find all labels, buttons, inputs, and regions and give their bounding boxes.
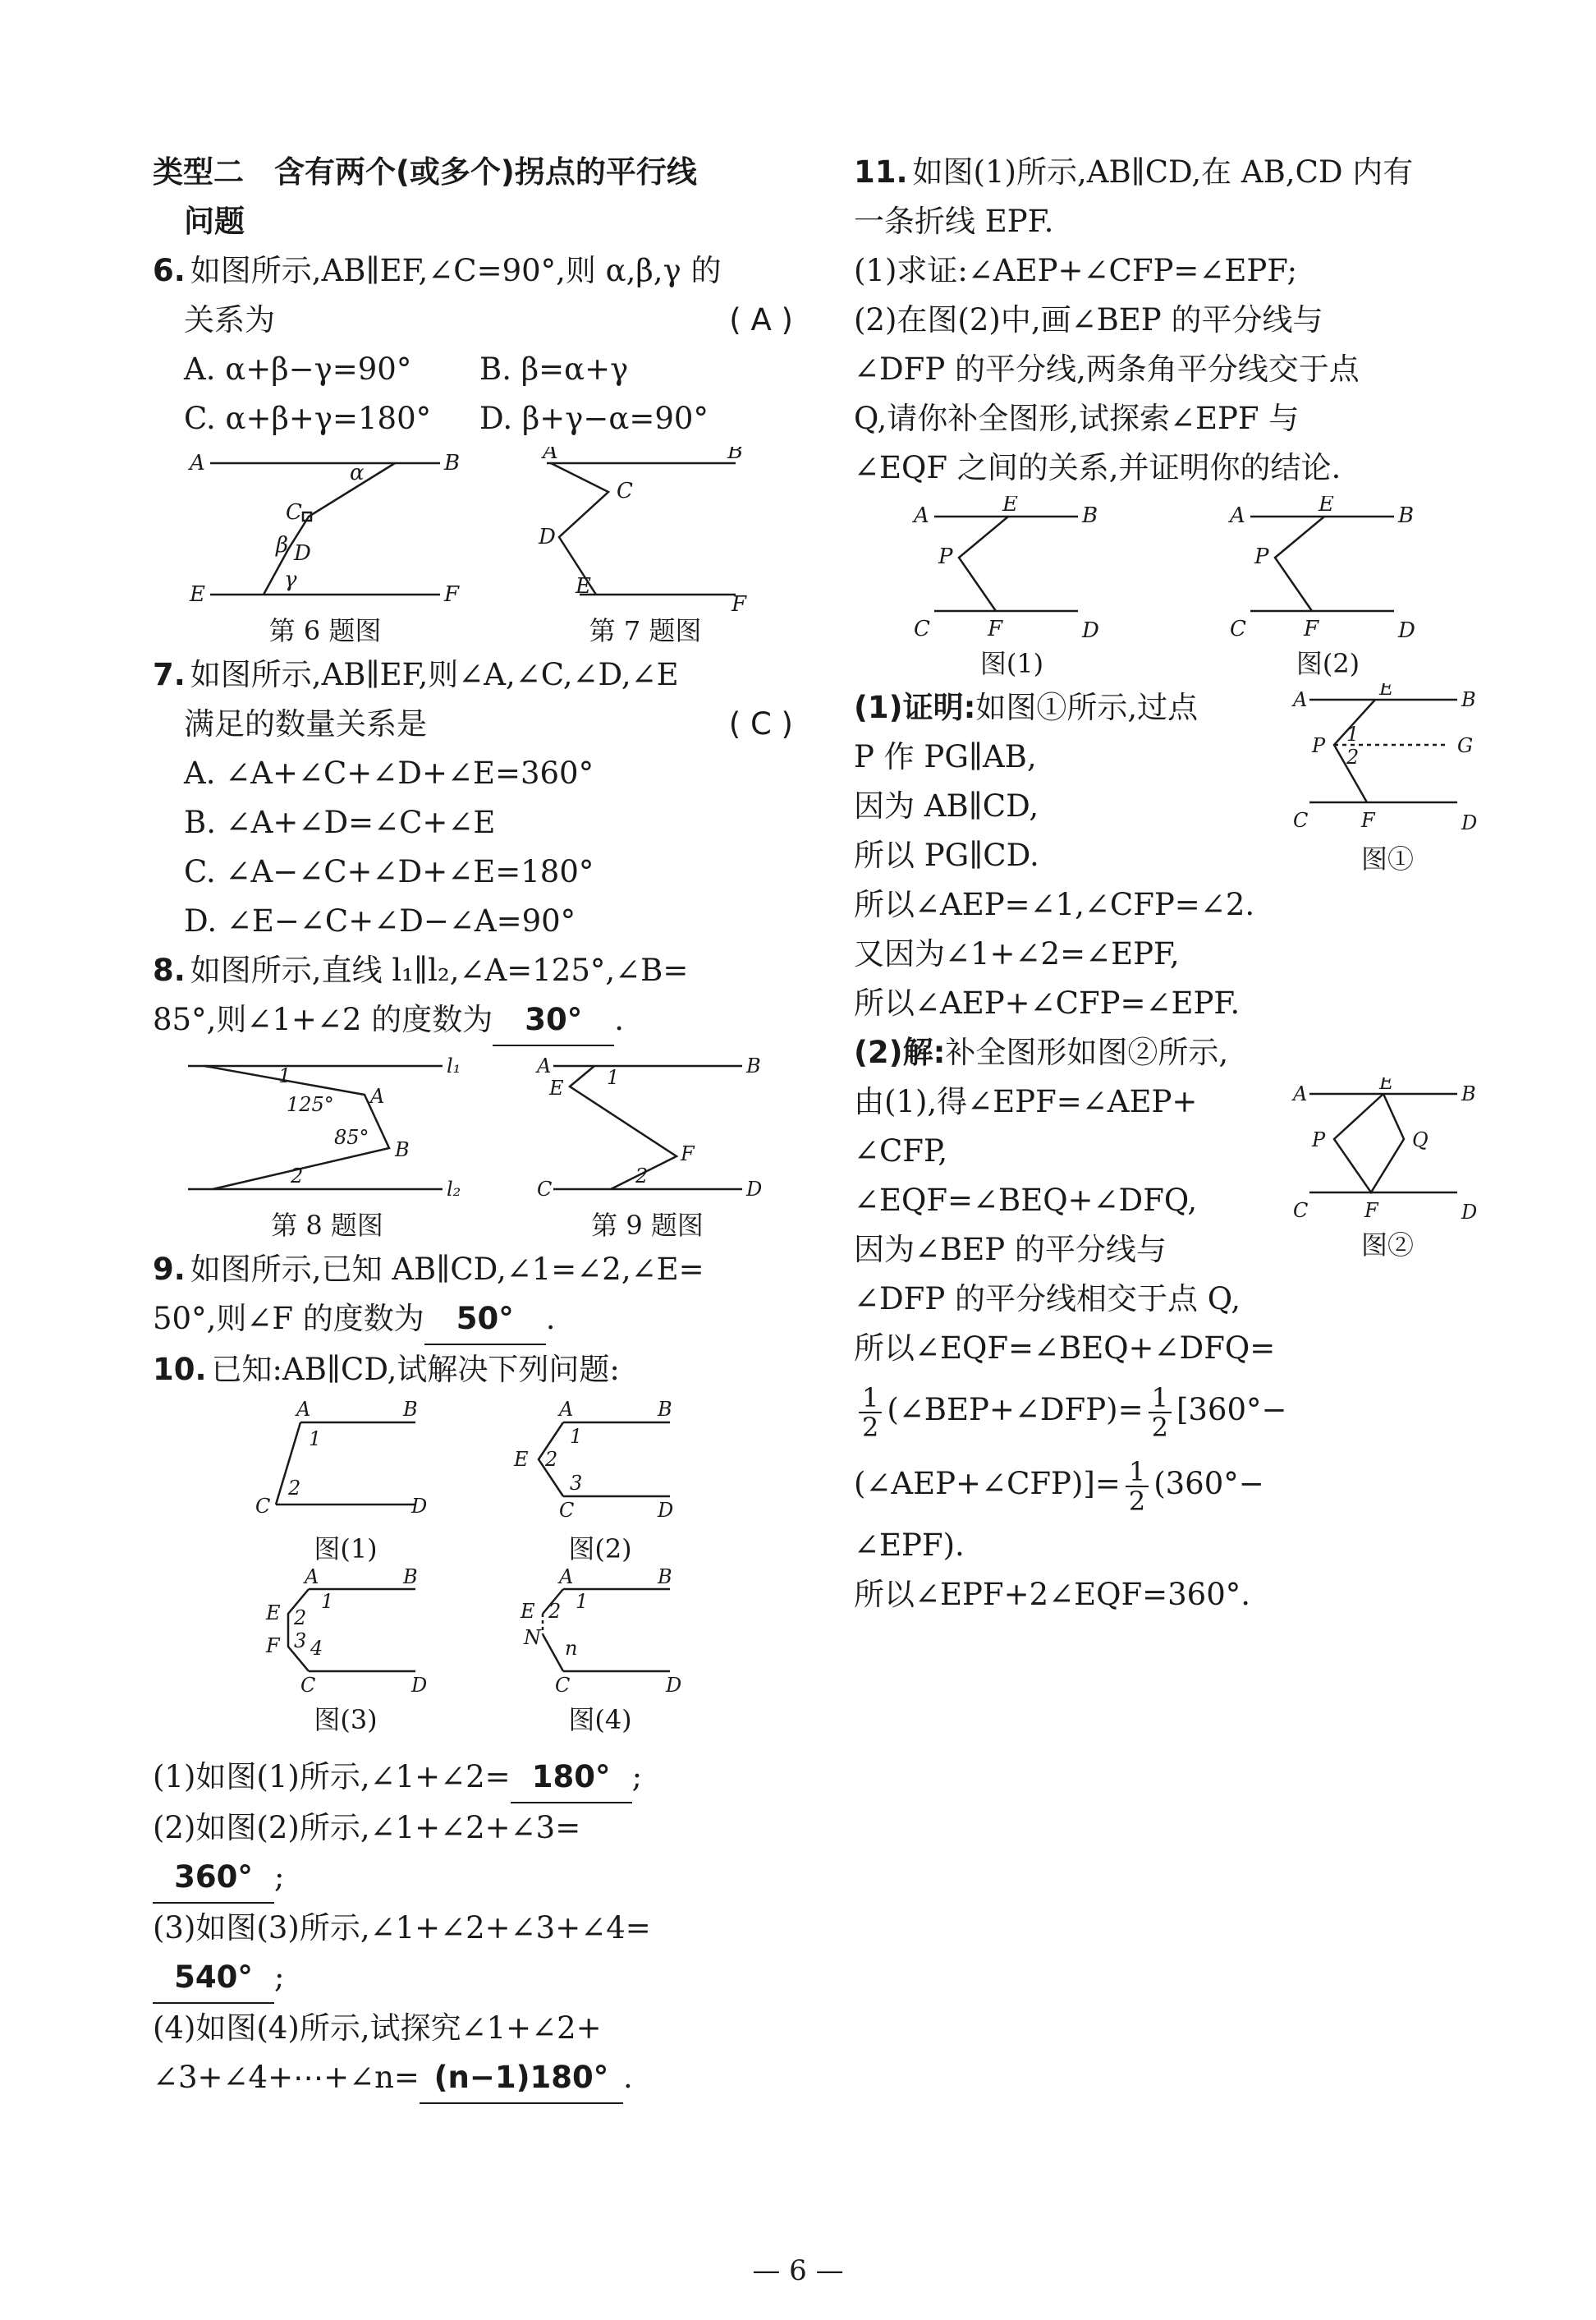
svg-text:C: C xyxy=(1229,617,1246,641)
q7-option-c: C. ∠A−∠C+∠D+∠E=180° xyxy=(184,854,594,889)
q11-cap2: 图(2) xyxy=(1296,648,1360,679)
section-title: 类型二 含有两个(或多个)拐点的平行线 xyxy=(153,154,697,190)
q10-cap4: 图(4) xyxy=(568,1704,632,1735)
q11-s2-h1: (∠BEP+∠DFP)= xyxy=(887,1392,1144,1427)
svg-text:B: B xyxy=(1461,1082,1476,1105)
q10-p2: (2)如图(2)所示,∠1+∠2+∠3= xyxy=(153,1810,581,1845)
figure-q11-2-diagram xyxy=(1222,496,1435,644)
q8-blank: 30° xyxy=(493,995,614,1046)
q10-p2-blank: 360° xyxy=(153,1853,274,1904)
svg-text:D: D xyxy=(1461,811,1478,834)
svg-text:3: 3 xyxy=(294,1629,307,1652)
svg-text:D: D xyxy=(666,1674,682,1697)
q11-solution-1 xyxy=(854,683,1486,1028)
svg-text:B: B xyxy=(403,1569,418,1588)
q11-cap-circle2: 图② xyxy=(1360,1229,1414,1261)
question-11 xyxy=(854,148,1486,1619)
figure-q10-2 xyxy=(506,1398,695,1565)
svg-text:2: 2 xyxy=(548,1600,562,1623)
svg-text:F: F xyxy=(266,1634,280,1657)
left-column xyxy=(153,148,793,2104)
q10-p4-blank: (n−1)180° xyxy=(420,2053,623,2104)
svg-text:D: D xyxy=(539,525,556,549)
q11-line6: Q,请你补全图形,试探索∠EPF 与 xyxy=(854,401,1300,436)
svg-text:A: A xyxy=(369,1085,384,1108)
q8-stem2: 85°,则∠1+∠2 的度数为 xyxy=(153,1002,493,1037)
svg-text:B: B xyxy=(658,1569,672,1588)
figure-q8-diagram xyxy=(180,1050,475,1206)
q11-s1-label: (1)证明: xyxy=(854,690,976,725)
svg-text:B: B xyxy=(1461,688,1476,711)
question-8 xyxy=(153,946,793,1242)
q11-s2-h2: [360°− xyxy=(1176,1392,1287,1427)
svg-text:F: F xyxy=(1303,617,1319,641)
q9-stem1: 如图所示,已知 AB∥CD,∠1=∠2,∠E= xyxy=(190,1252,704,1287)
q6-number: 6. xyxy=(153,253,186,288)
svg-text:C: C xyxy=(536,1178,552,1201)
svg-text:1: 1 xyxy=(1346,723,1360,746)
svg-text:C: C xyxy=(1293,1199,1309,1222)
q8-number: 8. xyxy=(153,953,186,988)
svg-text:F: F xyxy=(1361,809,1375,832)
svg-text:E: E xyxy=(1002,496,1018,517)
svg-text:1: 1 xyxy=(277,1064,291,1087)
q11-s1-b: P 作 PG∥AB, xyxy=(854,739,1037,774)
svg-text:D: D xyxy=(1397,618,1415,643)
figure-q7 xyxy=(530,447,760,647)
q11-frac-1: $\frac{1}{2}$ xyxy=(859,1384,882,1441)
svg-text:α: α xyxy=(350,461,365,485)
svg-text:A: A xyxy=(913,503,929,528)
q11-solution-2 xyxy=(854,1028,1486,1619)
svg-text:l₁: l₁ xyxy=(446,1054,461,1077)
q11-s2-a: 补全图形如图②所示, xyxy=(945,1035,1229,1070)
svg-text:D: D xyxy=(411,1495,428,1518)
svg-text:1: 1 xyxy=(570,1425,583,1448)
svg-text:P: P xyxy=(1254,544,1268,569)
q10-p1: (1)如图(1)所示,∠1+∠2= xyxy=(153,1759,511,1794)
q8-end: . xyxy=(614,1002,624,1037)
question-6 xyxy=(153,246,793,647)
figure-q10-4-diagram xyxy=(506,1569,695,1700)
svg-text:2: 2 xyxy=(288,1477,301,1500)
svg-text:β: β xyxy=(276,533,289,558)
svg-text:C: C xyxy=(913,617,930,641)
fig7-caption: 第 7 题图 xyxy=(589,615,702,646)
svg-text:B: B xyxy=(745,1054,761,1077)
q11-s2-e: 因为∠BEP 的平分线与 xyxy=(854,1232,1167,1267)
svg-text:3: 3 xyxy=(570,1472,583,1495)
svg-text:A: A xyxy=(1293,688,1308,711)
svg-text:E: E xyxy=(266,1601,281,1624)
figure-q9 xyxy=(529,1050,767,1242)
svg-text:E: E xyxy=(548,1077,564,1100)
q11-number: 11. xyxy=(854,154,908,190)
q11-s1-d: 所以 PG∥CD. xyxy=(854,838,1039,873)
figure-q6 xyxy=(186,447,465,647)
fig9-caption: 第 9 题图 xyxy=(591,1210,704,1241)
q7-option-a: A. ∠A+∠C+∠D+∠E=360° xyxy=(184,756,594,791)
svg-text:γ: γ xyxy=(284,567,297,592)
q7-stem2: 满足的数量关系是 xyxy=(184,706,427,742)
svg-text:E: E xyxy=(576,574,591,599)
q11-s1-f: 又因为∠1+∠2=∠EPF, xyxy=(854,936,1180,972)
figure-q11-1-diagram xyxy=(906,496,1119,644)
question-9 xyxy=(153,1245,793,1345)
q7-stem1: 如图所示,AB∥EF,则∠A,∠C,∠D,∠E xyxy=(190,657,679,692)
svg-text:B: B xyxy=(1397,503,1414,528)
q10-p2-end: ; xyxy=(274,1859,285,1895)
svg-text:125°: 125° xyxy=(286,1093,334,1116)
figure-q10-3-diagram xyxy=(251,1569,440,1700)
svg-text:B: B xyxy=(1081,503,1098,528)
figure-q6-diagram xyxy=(186,447,465,611)
svg-text:A: A xyxy=(543,447,558,464)
q10-p1-end: ; xyxy=(631,1759,643,1794)
q11-s1-a: 如图①所示,过点 xyxy=(975,690,1199,725)
svg-text:n: n xyxy=(565,1637,578,1660)
q11-s2-d: ∠EQF=∠BEQ+∠DFQ, xyxy=(854,1183,1198,1218)
q10-p1-blank: 180° xyxy=(511,1753,632,1803)
q7-option-b: B. ∠A+∠D=∠C+∠E xyxy=(184,805,496,840)
q11-s1-c: 因为 AB∥CD, xyxy=(854,788,1039,824)
q11-frac-3: $\frac{1}{2}$ xyxy=(1126,1458,1149,1515)
q11-line5: ∠DFP 的平分线,两条角平分线交于点 xyxy=(854,351,1360,387)
q11-frac-2: $\frac{1}{2}$ xyxy=(1149,1384,1172,1441)
q11-s2-label: (2)解: xyxy=(854,1035,946,1070)
figure-q10-3 xyxy=(251,1569,440,1736)
q11-line7: ∠EQF 之间的关系,并证明你的结论. xyxy=(854,450,1341,485)
svg-text:D: D xyxy=(294,541,311,566)
svg-text:4: 4 xyxy=(310,1637,323,1660)
svg-text:85°: 85° xyxy=(333,1126,369,1149)
q7-number: 7. xyxy=(153,657,186,692)
svg-text:N: N xyxy=(524,1626,541,1649)
figure-q10-1-diagram xyxy=(251,1398,440,1529)
q9-number: 9. xyxy=(153,1252,186,1287)
q11-line2: 一条折线 EPF. xyxy=(854,204,1054,239)
svg-text:2: 2 xyxy=(635,1165,648,1188)
q9-end: . xyxy=(545,1301,556,1336)
q6-option-b: B. β=α+γ xyxy=(479,351,629,387)
svg-text:F: F xyxy=(444,582,460,607)
figure-q7-diagram xyxy=(530,447,760,611)
svg-text:A: A xyxy=(305,1569,319,1588)
q10-stem: 已知:AB∥CD,试解决下列问题: xyxy=(211,1352,620,1387)
svg-text:G: G xyxy=(1457,734,1474,757)
q11-line1: 如图(1)所示,AB∥CD,在 AB,CD 内有 xyxy=(912,154,1414,190)
svg-text:E: E xyxy=(190,582,205,607)
svg-text:E: E xyxy=(1379,683,1394,700)
figure-circle-2-diagram xyxy=(1289,1077,1486,1225)
svg-text:E: E xyxy=(1318,496,1334,517)
q10-p3-end: ; xyxy=(274,1959,285,1995)
q10-cap1: 图(1) xyxy=(314,1533,378,1564)
svg-text:E: E xyxy=(1379,1077,1394,1094)
q10-p3: (3)如图(3)所示,∠1+∠2+∠3+∠4= xyxy=(153,1910,651,1946)
page-number: — 6 — xyxy=(752,2254,844,2287)
q7-answer: ( C ) xyxy=(728,706,793,742)
svg-text:B: B xyxy=(444,451,461,475)
svg-text:C: C xyxy=(255,1495,271,1518)
svg-text:C: C xyxy=(286,500,302,525)
q9-blank: 50° xyxy=(424,1294,546,1345)
figure-q8 xyxy=(180,1050,475,1242)
svg-text:1: 1 xyxy=(309,1427,322,1450)
svg-text:F: F xyxy=(680,1142,695,1165)
svg-text:A: A xyxy=(190,451,205,475)
q10-cap2: 图(2) xyxy=(568,1533,632,1564)
svg-text:2: 2 xyxy=(294,1606,307,1629)
svg-text:F: F xyxy=(732,592,747,611)
q6-option-c: C. α+β+γ=180° xyxy=(184,401,432,436)
q11-s1-e: 所以∠AEP=∠1,∠CFP=∠2. xyxy=(854,887,1255,922)
q8-stem1: 如图所示,直线 l₁∥l₂,∠A=125°,∠B= xyxy=(190,953,689,988)
section-title-cont: 问题 xyxy=(184,204,245,239)
svg-text:D: D xyxy=(411,1674,428,1697)
svg-text:C: C xyxy=(559,1499,575,1522)
svg-text:1: 1 xyxy=(576,1590,589,1613)
svg-text:2: 2 xyxy=(1346,746,1360,769)
figure-q10-2-diagram xyxy=(506,1398,695,1529)
fig6-caption: 第 6 题图 xyxy=(268,615,382,646)
svg-text:A: A xyxy=(559,1398,574,1421)
svg-text:C: C xyxy=(300,1674,316,1697)
q6-stem1: 如图所示,AB∥EF,∠C=90°,则 α,β,γ 的 xyxy=(190,253,722,288)
svg-text:A: A xyxy=(1229,503,1245,528)
svg-text:2: 2 xyxy=(290,1165,303,1188)
q10-number: 10. xyxy=(153,1352,207,1387)
figure-q11-1 xyxy=(906,496,1119,680)
q7-option-d: D. ∠E−∠C+∠D−∠A=90° xyxy=(184,903,576,939)
svg-text:Q: Q xyxy=(1412,1128,1429,1151)
svg-text:P: P xyxy=(1312,734,1326,757)
figure-circle-1-diagram xyxy=(1289,683,1486,839)
q11-cap1: 图(1) xyxy=(979,648,1044,679)
q10-p4b: ∠3+∠4+⋯+∠n= xyxy=(153,2060,420,2095)
svg-text:F: F xyxy=(987,617,1002,641)
figure-q9-diagram xyxy=(529,1050,767,1206)
svg-text:C: C xyxy=(1293,809,1309,832)
q11-s2-j: ∠EPF). xyxy=(854,1528,965,1563)
q10-p4-end: . xyxy=(622,2060,633,2095)
figure-q11-2 xyxy=(1222,496,1435,680)
q11-s2-g: 所以∠EQF=∠BEQ+∠DFQ= xyxy=(854,1330,1276,1366)
q11-s1-g: 所以∠AEP+∠CFP=∠EPF. xyxy=(854,985,1241,1021)
fig8-caption: 第 8 题图 xyxy=(271,1210,383,1241)
figure-q10-1 xyxy=(251,1398,440,1565)
svg-text:P: P xyxy=(1312,1128,1326,1151)
q11-cap-circle1: 图① xyxy=(1360,843,1414,875)
svg-text:D: D xyxy=(1081,618,1099,643)
q11-line4: (2)在图(2)中,画∠BEP 的平分线与 xyxy=(854,302,1323,338)
svg-text:A: A xyxy=(1293,1082,1308,1105)
q10-cap3: 图(3) xyxy=(314,1704,378,1735)
svg-text:F: F xyxy=(1364,1199,1378,1222)
q9-stem2: 50°,则∠F 的度数为 xyxy=(153,1301,424,1336)
svg-text:A: A xyxy=(296,1398,311,1421)
q11-s2-b: 由(1),得∠EPF=∠AEP+ xyxy=(854,1084,1198,1119)
q10-p4a: (4)如图(4)所示,试探究∠1+∠2+ xyxy=(153,2010,602,2046)
q11-s2-f: ∠DFP 的平分线相交于点 Q, xyxy=(854,1281,1241,1316)
svg-text:l₂: l₂ xyxy=(446,1178,461,1201)
svg-text:2: 2 xyxy=(545,1448,558,1471)
svg-text:1: 1 xyxy=(606,1066,619,1089)
q10-p3-blank: 540° xyxy=(153,1953,274,2004)
svg-text:D: D xyxy=(1461,1201,1478,1224)
svg-text:E: E xyxy=(521,1600,535,1623)
q6-stem2: 关系为 xyxy=(184,302,275,338)
question-7 xyxy=(153,650,793,946)
q11-s2-c: ∠CFP, xyxy=(854,1133,948,1169)
svg-text:D: D xyxy=(745,1178,762,1201)
svg-text:B: B xyxy=(394,1138,410,1161)
figure-circle-2 xyxy=(1289,1077,1486,1261)
svg-text:B: B xyxy=(403,1398,418,1421)
svg-text:A: A xyxy=(536,1054,551,1077)
svg-text:1: 1 xyxy=(321,1590,334,1613)
svg-text:E: E xyxy=(514,1448,529,1471)
svg-text:P: P xyxy=(938,544,952,569)
q11-s2-k: 所以∠EPF+2∠EQF=360°. xyxy=(854,1577,1251,1612)
right-column xyxy=(854,148,1486,1619)
svg-text:A: A xyxy=(559,1569,574,1588)
svg-text:B: B xyxy=(727,447,744,464)
q11-s2-i2: (360°− xyxy=(1153,1466,1264,1501)
q6-answer: ( A ) xyxy=(729,302,793,338)
question-10 xyxy=(153,1345,793,2104)
figure-circle-1 xyxy=(1289,683,1486,875)
q6-option-d: D. β+γ−α=90° xyxy=(479,401,709,436)
figure-q10-4 xyxy=(506,1569,695,1736)
svg-text:B: B xyxy=(658,1398,672,1421)
q11-line3: (1)求证:∠AEP+∠CFP=∠EPF; xyxy=(854,253,1298,288)
q11-s2-i1: (∠AEP+∠CFP)]= xyxy=(854,1466,1121,1501)
svg-text:C: C xyxy=(555,1674,571,1697)
q6-option-a: A. α+β−γ=90° xyxy=(184,351,412,387)
svg-text:C: C xyxy=(617,479,633,503)
svg-text:D: D xyxy=(658,1499,674,1522)
